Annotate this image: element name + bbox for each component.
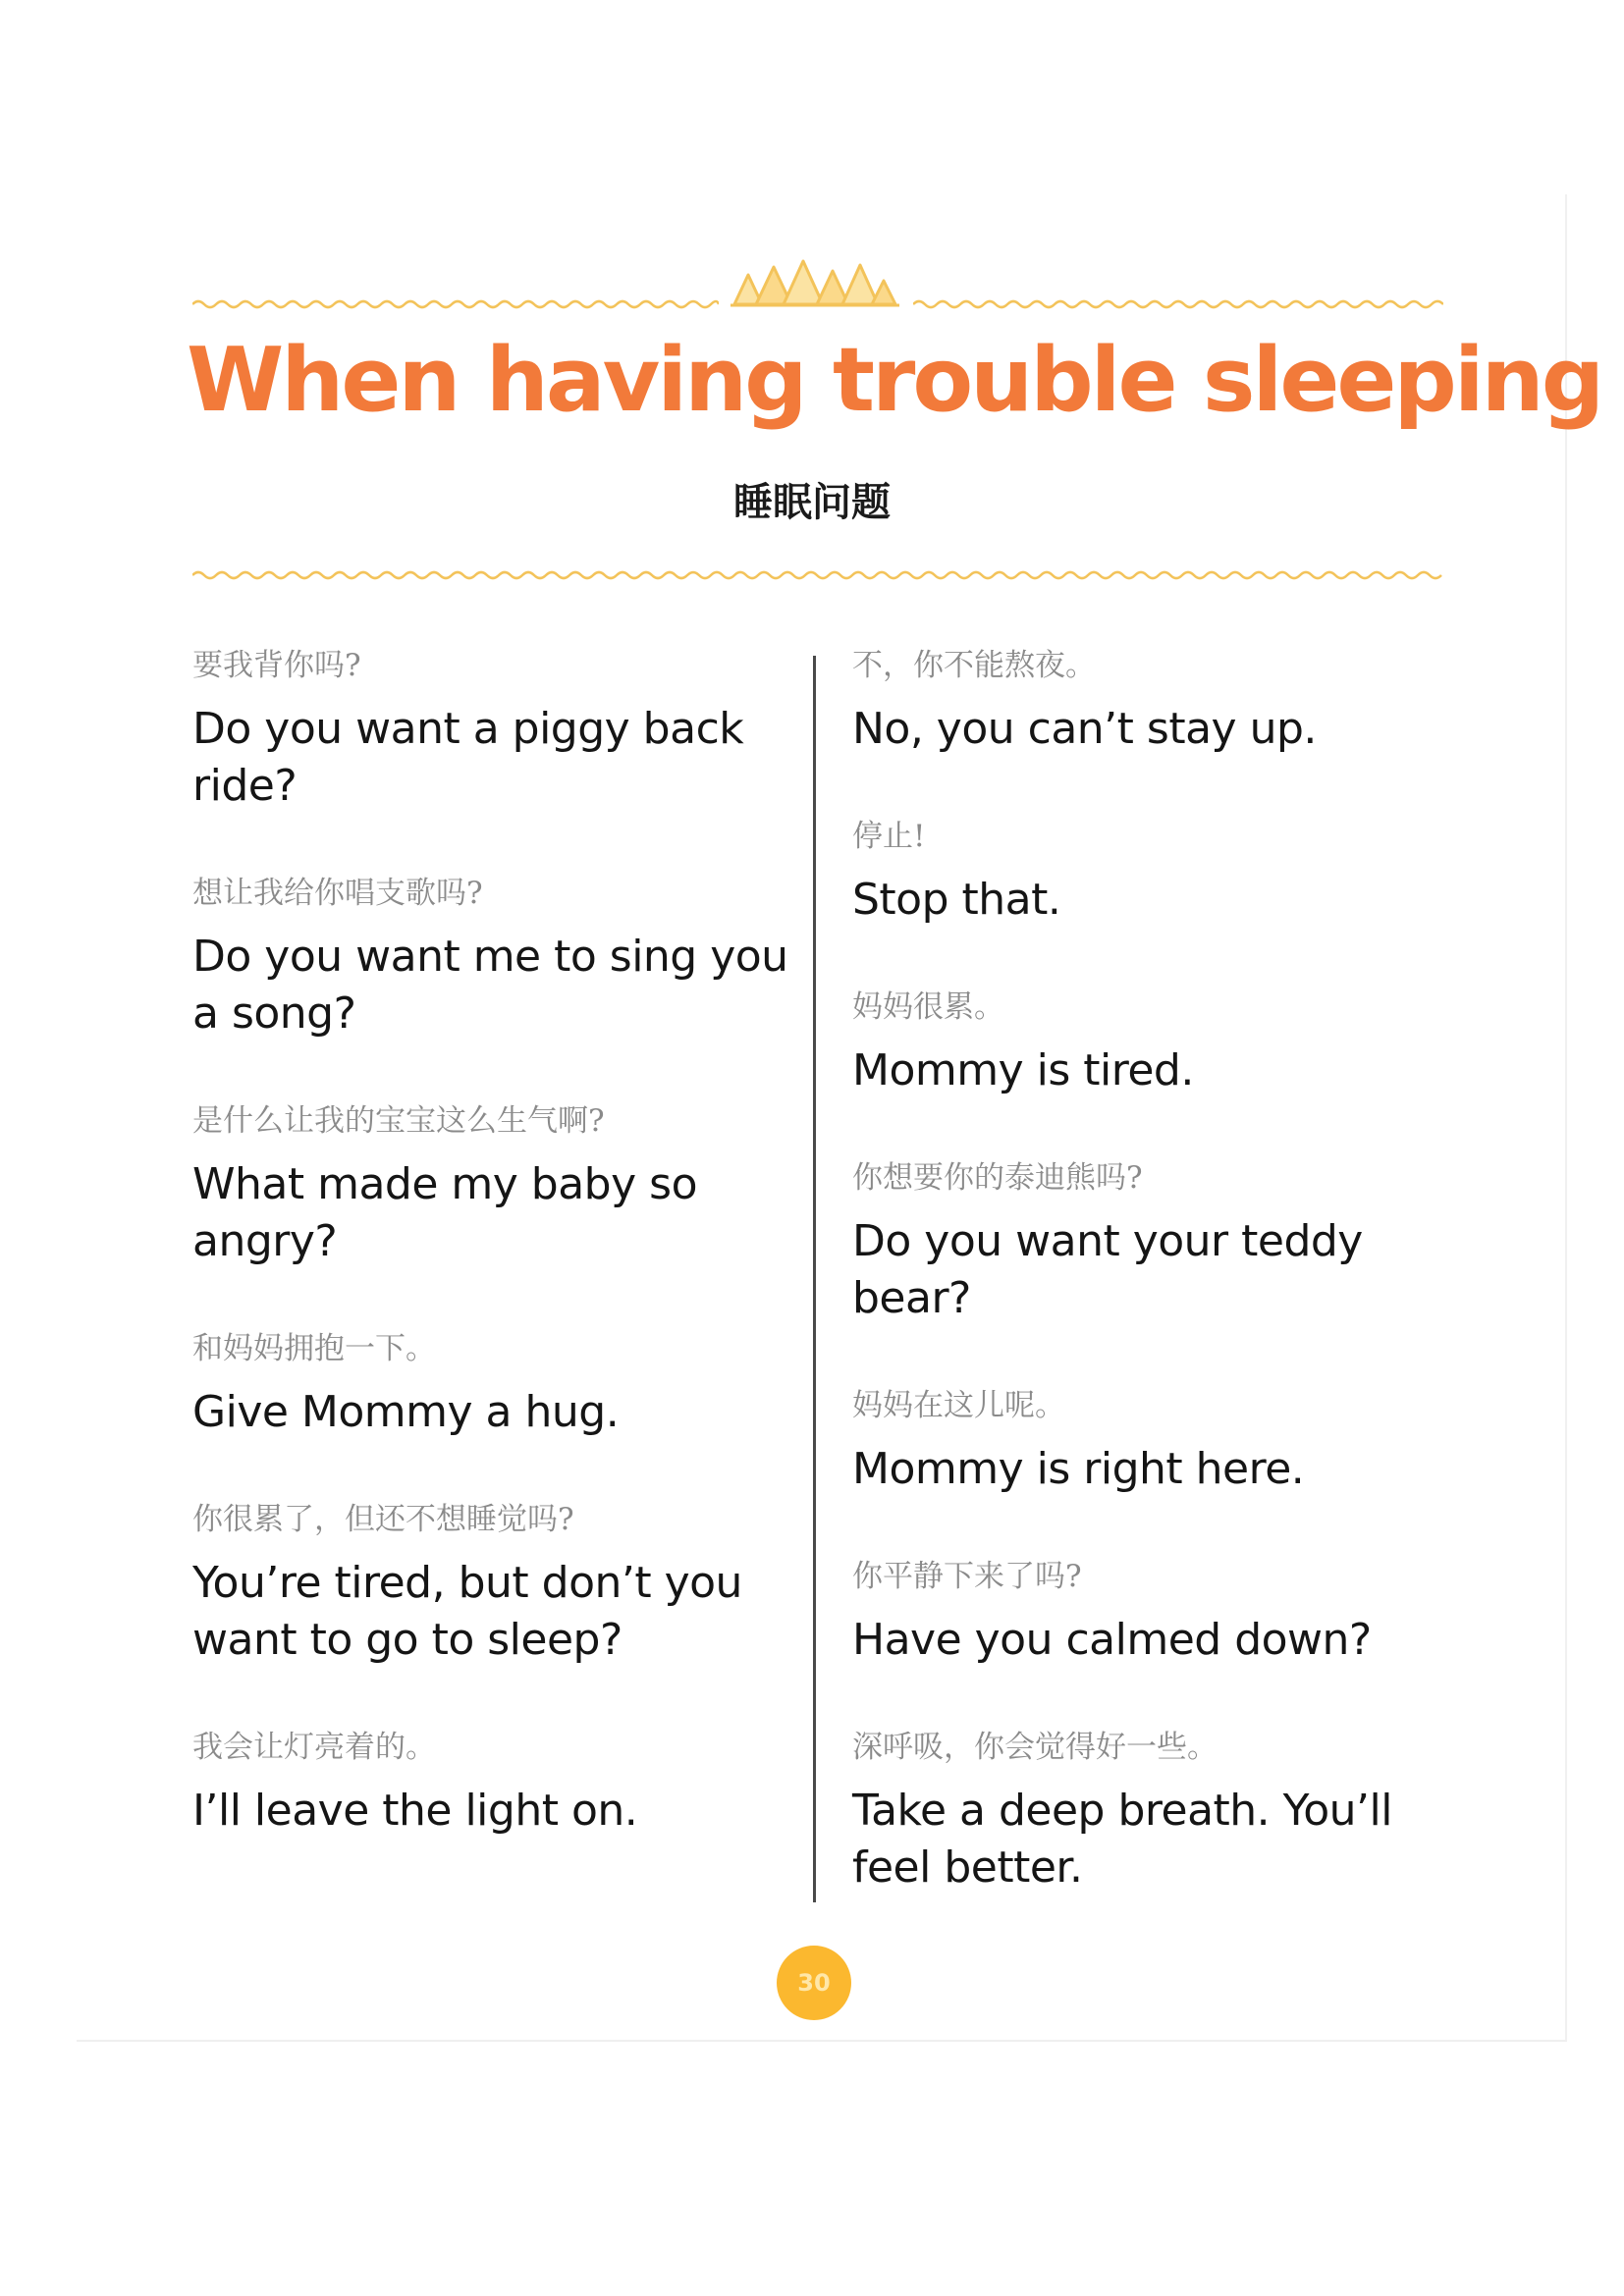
phrase-item	[852, 1730, 1481, 1896]
phrase-item	[852, 1559, 1481, 1730]
phrase-english: I’ll leave the light on.	[192, 1786, 638, 1836]
phrase-english: Give Mommy a hug.	[192, 1387, 620, 1437]
phrase-english: Do you want your teddy bear?	[852, 1216, 1363, 1323]
phrase-chinese: 我会让灯亮着的。	[192, 1730, 436, 1765]
phrase-english: No, you can’t stay up.	[852, 704, 1317, 754]
top-left-wavy-divider	[192, 296, 719, 312]
phrase-english: Mommy is tired.	[852, 1045, 1194, 1095]
right-phrase-column	[852, 648, 1481, 1896]
phrase-chinese: 深呼吸，你会觉得好一些。	[852, 1730, 1218, 1765]
phrase-item	[852, 989, 1481, 1160]
phrase-chinese: 妈妈很累。	[852, 989, 1004, 1025]
page-title: When having trouble sleeping	[187, 329, 1602, 432]
phrase-chinese: 不，你不能熬夜。	[852, 648, 1096, 683]
left-phrase-column	[192, 648, 791, 1840]
phrase-english: Do you want me to sing you a song?	[192, 932, 788, 1039]
phrase-item	[192, 1103, 791, 1331]
phrase-item	[852, 1388, 1481, 1559]
phrase-item	[192, 1331, 791, 1502]
phrase-english: Have you calmed down?	[852, 1615, 1372, 1665]
phrase-chinese: 你平静下来了吗?	[852, 1559, 1082, 1594]
phrase-item	[192, 1730, 791, 1840]
phrase-english: What made my baby so angry?	[192, 1159, 697, 1266]
phrase-item	[192, 1502, 791, 1730]
phrase-item	[852, 1160, 1481, 1388]
column-divider	[813, 656, 816, 1902]
phrase-english: You’re tired, but don’t you want to go to sleep?	[192, 1558, 742, 1665]
phrase-english: Take a deep breath. You’ll feel better.	[852, 1786, 1392, 1893]
phrase-chinese: 是什么让我的宝宝这么生气啊?	[192, 1103, 605, 1139]
phrase-chinese: 要我背你吗?	[192, 648, 361, 683]
phrase-item	[192, 876, 791, 1103]
page-subtitle: 睡眠问题	[733, 480, 891, 525]
phrase-item	[192, 648, 791, 876]
phrase-item	[852, 648, 1481, 819]
phrase-chinese: 你很累了，但还不想睡觉吗?	[192, 1502, 574, 1537]
phrase-chinese: 妈妈在这儿呢。	[852, 1388, 1065, 1423]
mountain-ornament-icon	[727, 253, 903, 312]
phrase-english: Mommy is right here.	[852, 1444, 1305, 1494]
phrase-english: Do you want a piggy back ride?	[192, 704, 744, 811]
phrase-chinese: 想让我给你唱支歌吗?	[192, 876, 483, 911]
bottom-wavy-divider	[192, 567, 1443, 583]
phrase-chinese: 停止!	[852, 819, 926, 854]
phrase-item	[852, 819, 1481, 989]
phrase-chinese: 和妈妈拥抱一下。	[192, 1331, 436, 1366]
page-number-badge: 30	[777, 1946, 851, 2020]
phrase-english: Stop that.	[852, 875, 1061, 925]
top-right-wavy-divider	[913, 296, 1443, 312]
phrase-chinese: 你想要你的泰迪熊吗?	[852, 1160, 1143, 1196]
